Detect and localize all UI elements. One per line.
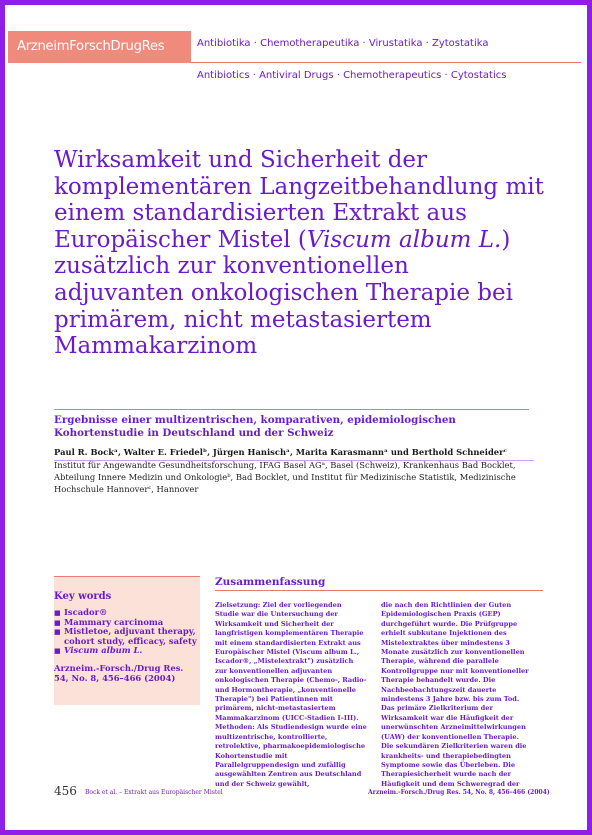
section-topics-german: Antibiotika · Chemotherapeutika · Virustatika · Zytostatika [197,38,489,49]
keyword-item: ■ Mammary carcinoma [54,618,200,628]
title-part-2: ) zusätzlich zur konventionellen adjuvanten onkologischen Therapie bei primärem, nicht metastasiertem Mammakarzinom [54,226,514,360]
running-title: Bock et al. – Extrakt aus Europäischer Mistel [85,789,223,796]
affiliations: Institut für Angewandte Gesundheitsforschung, IFAG Basel AGᵃ, Basel (Schweiz), Krankenhaus Bad Bocklet, Abteilung Innere Medizin und Onkologieᵇ, Bad Bocklet, und Institut für Medizinische Statistik, Medizinische Hochschule Hannoverᶜ, Hannover [54,460,516,494]
keyword-item: ■ Iscador® [54,608,200,618]
citation-volume: 54, No. 8, 456–466 (2004) [54,672,176,683]
abstract-column-1: Zielsetzung: Ziel der vorliegenden Studie war die Untersuchung der Wirksamkeit und Sicherheit der langfristigen komplementären Therapie mit einem standardisierten Extrakt aus Europäischer Mistel (Viscum album L., Iscador®, „Mistelextrakt") zusätzlich zur konventionellen adjuvanten onkologischen Therapie (Chemo-, Radio- und Hormontherapie, „konventionelle Therapie") bei Patientinnen mit primärem, nicht-metastasiertem Mammakarzinom (UICC-Stadien I–III). Methoden: Als Studiendesign wurde eine multizentrische, kontrollierte, retrolektive, pharmakoepidemiologische Kohortenstudie mit Parallelgruppendesign und zufällig ausgewählten Zentren aus Deutschland und der Schweiz gewählt, [215,601,367,788]
keyword-item: ■ Viscum album L. [54,646,200,656]
citation-reference [54,664,200,683]
article-subtitle: Ergebnisse einer multizentrischen, komparativen, epidemiologischen Kohortenstudie in Deutschland und der Schweiz [54,414,456,439]
article-title [54,147,544,360]
journal-name-badge: ArzneimForschDrugRes [8,31,191,63]
header-divider [191,62,581,63]
page-number: 456 [54,784,77,798]
abstract-heading: Zusammenfassung [215,576,326,588]
abstract-column-2: die nach den Richtlinien der Guten Epidemiologischen Praxis (GEP) durchgeführt wurde. Die Prüfgruppe erhielt subkutane Injektionen des Mistelextraktes über mindestens 3 Monate zusätzlich zur konventionellen Therapie, während die parallele Kontrollgruppe nur mit konventioneller Therapie behandelt wurde. Die Nachbeobachtungszeit dauerte mindestens 3 Jahre bzw. bis zum Tod. Das primäre Zielkriterium der Wirksamkeit war die Häufigkeit der unerwünschten Arzneimittelwirkungen (UAW) der konventionellen Therapie. Die sekundären Zielkriterien waren die krankheits- und therapiebedingten Symptome sowie das Überleben. Die Therapiesicherheit wurde nach der Häufigkeit und dem Schweregrad der [381,601,529,788]
keywords-box [54,576,200,705]
abstract-divider [215,590,543,591]
title-species-italic: Viscum album L. [306,226,502,253]
running-citation: Arzneim.-Forsch./Drug Res. 54, No. 8, 456–466 (2004) [368,789,550,796]
author-list: Paul R. Bockᵃ, Walter E. Friedelᵇ, Jürgen Hanischᵃ, Marita Karasmannᵃ und Berthold Schneiderᶜ [54,446,534,461]
title-part-1: Wirksamkeit und Sicherheit der komplementären Langzeitbehandlung mit einem standardisierten Extrakt aus Europäischer Mistel ( [54,147,544,253]
title-divider [54,409,529,410]
citation-journal: Arzneim.-Forsch./Drug Res. [54,662,184,673]
keywords-title: Key words [54,591,112,602]
section-topics-english: Antibiotics · Antiviral Drugs · Chemotherapeutics · Cytostatics [197,70,507,81]
keywords-list [54,608,200,656]
keyword-item: ■ Mistletoe, adjuvant therapy, cohort study, efficacy, safety [54,627,200,646]
